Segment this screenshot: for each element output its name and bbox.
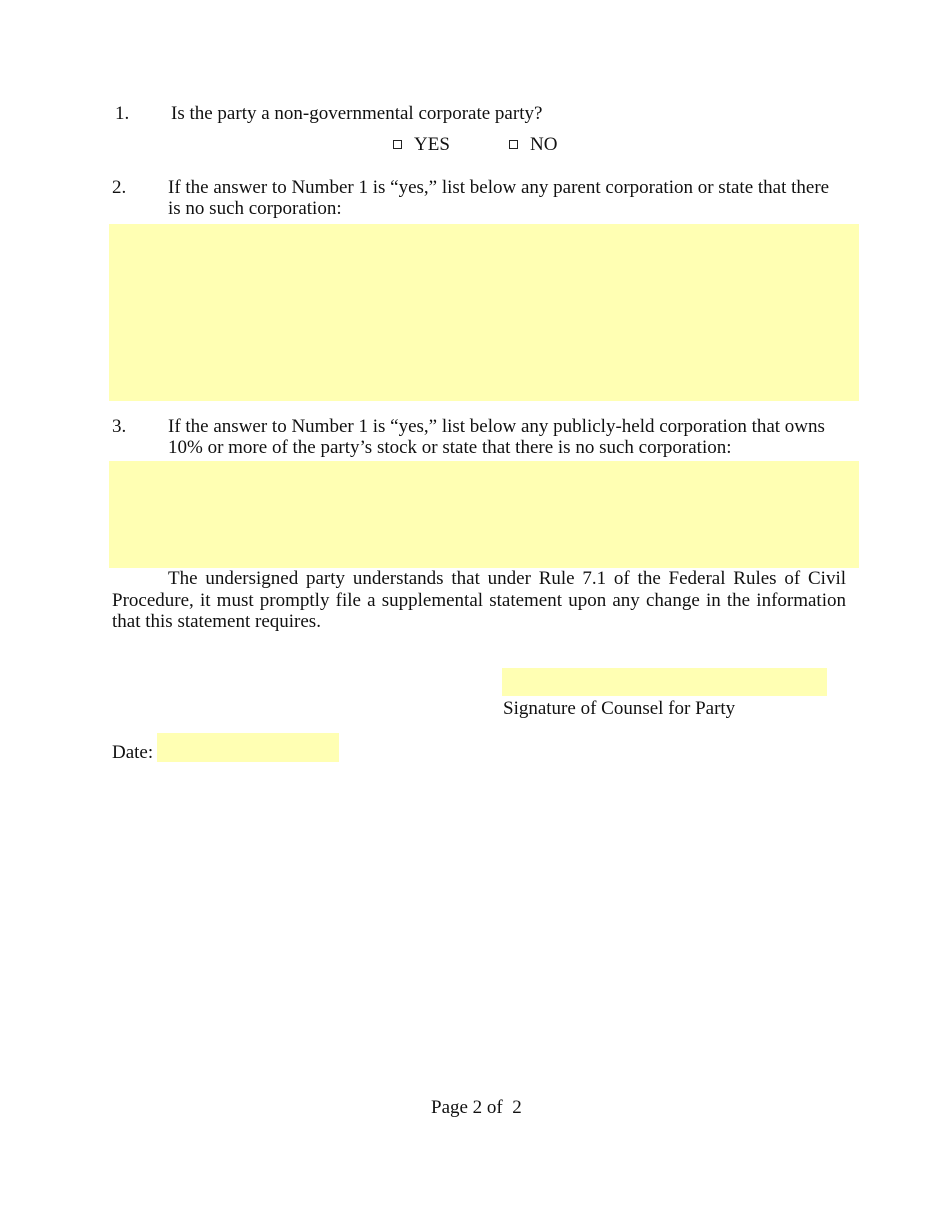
question-3-line-2: 10% or more of the party’s stock or state that there is no such corporation: [168, 437, 732, 458]
question-1-text: Is the party a non-governmental corporate party? [171, 103, 543, 124]
question-2-line-1: If the answer to Number 1 is “yes,” list below any parent corporation or state that there [168, 177, 830, 198]
question-3-text [168, 416, 848, 458]
date-field[interactable] [157, 733, 339, 762]
question-2-line-2: is no such corporation: [168, 198, 342, 219]
question-1-number: 1. [115, 103, 130, 124]
publicly-held-corporation-field[interactable] [109, 461, 859, 568]
rule-statement: The undersigned party understands that under Rule 7.1 of the Federal Rules of Civil Procedure, it must promptly file a supplemental statement upon any change in the information that this statement requires. [112, 568, 846, 632]
question-2-text [168, 177, 848, 219]
parent-corporation-field[interactable] [109, 224, 859, 401]
question-3-line-1: If the answer to Number 1 is “yes,” list below any publicly-held corporation that owns [168, 416, 825, 437]
no-checkbox[interactable] [509, 140, 518, 149]
question-2-number: 2. [112, 177, 127, 198]
page-number: Page 2 of 2 [431, 1097, 522, 1118]
no-label: NO [530, 134, 558, 155]
question-3-number: 3. [112, 416, 127, 437]
signature-label: Signature of Counsel for Party [503, 698, 736, 719]
signature-field[interactable] [502, 668, 827, 696]
date-label: Date: [112, 742, 154, 763]
yes-checkbox[interactable] [393, 140, 402, 149]
yes-label: YES [414, 134, 450, 155]
